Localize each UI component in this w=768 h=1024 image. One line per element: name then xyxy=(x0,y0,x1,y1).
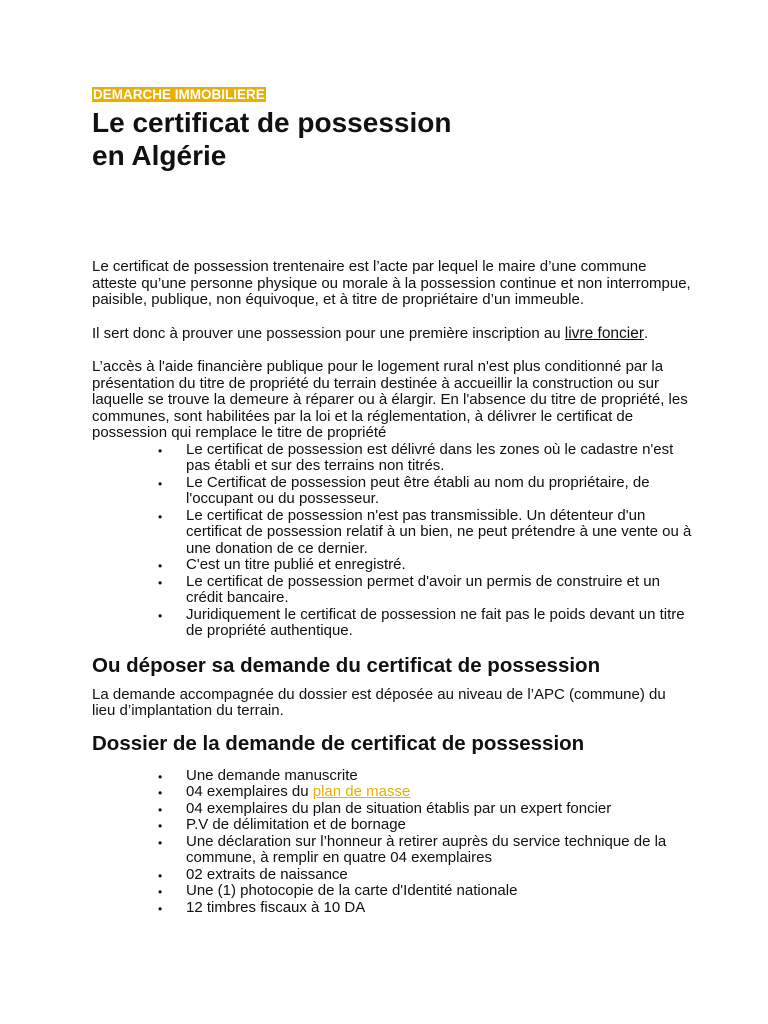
list-item: • Une demande manuscrite xyxy=(158,768,692,785)
list-item: • Une (1) photocopie de la carte d'Identité nationale xyxy=(158,883,692,900)
serves-text: Il sert donc à prouver une possession pour une première inscription au xyxy=(92,324,561,342)
serves-end: . xyxy=(644,324,649,342)
list-item: • Le Certificat de possession peut être établi au nom du propriétaire, de l'occupant ou du possesseur. xyxy=(158,475,692,508)
page-title-line-1: Le certificat de possession xyxy=(92,107,452,138)
page-title xyxy=(92,106,692,172)
list-item: • Une déclaration sur l’honneur à retirer auprès du service technique de la commune, à remplir en quatre 04 exemplaires xyxy=(158,834,692,867)
page-title-line-2: en Algérie xyxy=(92,140,227,171)
heading-depot: Ou déposer sa demande du certificat de possession xyxy=(92,653,601,677)
list-item: • 12 timbres fiscaux à 10 DA xyxy=(158,900,692,917)
dossier-list xyxy=(158,768,692,917)
livre-foncier-link[interactable]: livre foncier xyxy=(564,324,645,342)
list-item: • Le certificat de possession permet d'avoir un permis de construire et un crédit bancaire. xyxy=(158,574,692,607)
plan-de-masse-link[interactable]: plan de masse xyxy=(312,783,411,800)
facts-list xyxy=(158,442,692,640)
list-item: • C'est un titre publié et enregistré. xyxy=(158,557,692,574)
heading-dossier: Dossier de la demande de certificat de possession xyxy=(92,731,585,755)
list-item: • Le certificat de possession n'est pas transmissible. Un détenteur d'un certificat de possession relatif à un bien, ne peut prétendre à une vente ou à une donation de ce dernier. xyxy=(158,508,692,558)
list-item: • Le certificat de possession est délivré dans les zones où le cadastre n'est pas établi et sur des terrains non titrés. xyxy=(158,442,692,475)
intro-paragraph: Le certificat de possession trentenaire est l’acte par lequel le maire d’une commune atteste qu’une personne physique ou morale à la possession continue et non interrompue, paisible, publique, non équivoque, et à titre de propriétaire d’un immeuble. xyxy=(92,258,691,308)
list-item: • 02 extraits de naissance xyxy=(158,867,692,884)
category-label: DEMARCHE IMMOBILIERE xyxy=(93,87,265,102)
serves-paragraph xyxy=(92,326,692,343)
list-item: • 04 exemplaires du plan de situation établis par un expert foncier xyxy=(158,801,692,818)
list-item xyxy=(158,784,692,801)
depot-paragraph: La demande accompagnée du dossier est déposée au niveau de l’APC (commune) du lieu d’implantation du terrain. xyxy=(92,685,666,719)
list-item: • P.V de délimitation et de bornage xyxy=(158,817,692,834)
list-item: • Juridiquement le certificat de possession ne fait pas le poids devant un titre de propriété authentique. xyxy=(158,607,692,640)
aid-paragraph: L’accès à l'aide financière publique pour le logement rural n'est plus conditionné par la présentation du titre de propriété du terrain destinée à accueillir la construction ou sur laquelle se trouve la demeure à réparer ou à élargir. En l'absence du titre de propriété, les communes, sont habilitées par la loi et la réglementation, à délivrer le certificat de possession qui remplace le titre de propriété xyxy=(92,358,688,441)
document-page xyxy=(92,86,692,916)
item-text: 04 exemplaires du xyxy=(186,783,313,800)
